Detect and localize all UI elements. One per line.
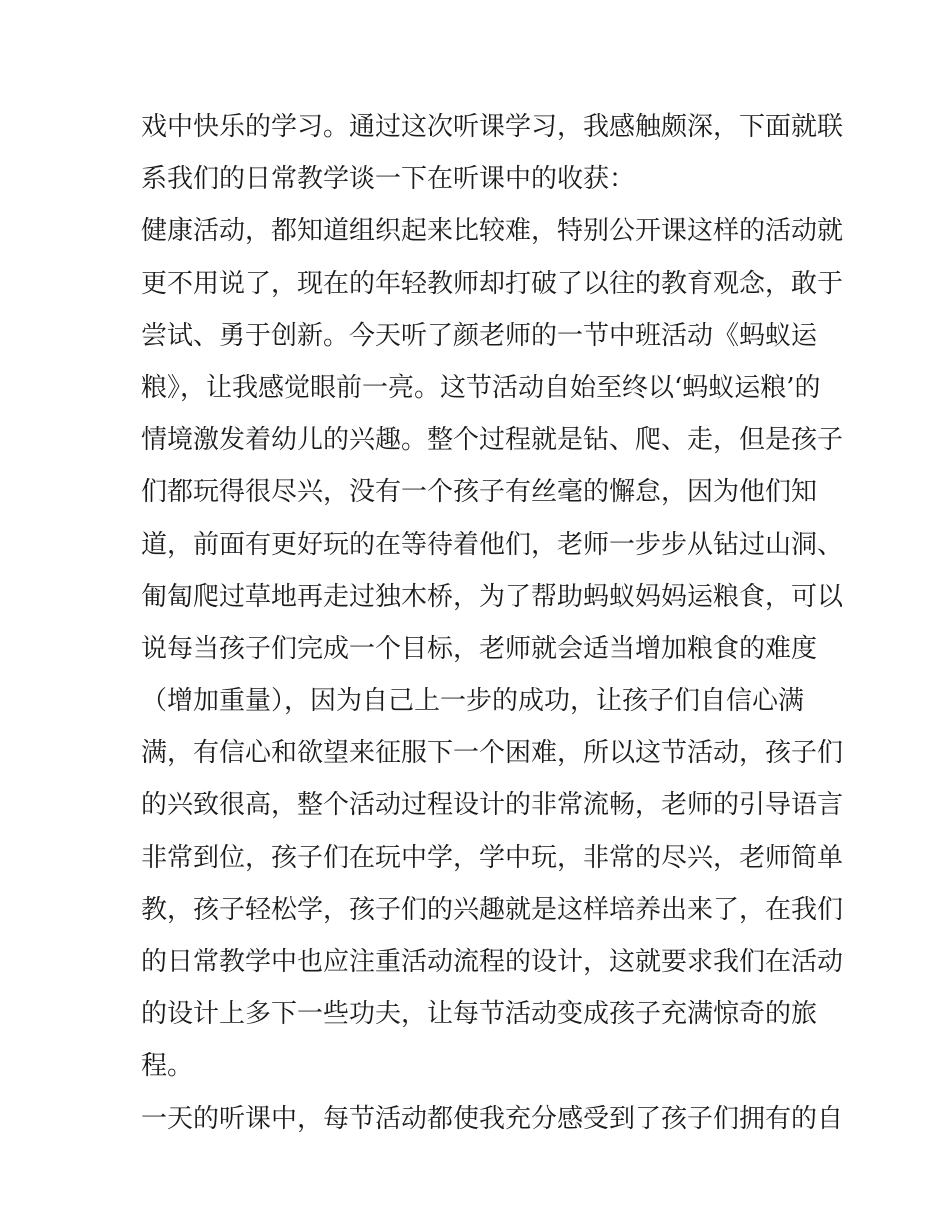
text-line: 说每当孩子们完成一个目标，老师就会适当增加粮食的难度 <box>141 633 818 664</box>
text-line: 们都玩得很尽兴，没有一个孩子有丝毫的懈怠，因为他们知 <box>141 477 818 508</box>
text-line: 尝试、勇于创新。今天听了颜老师的一节中班活动《蚂蚁运 <box>141 320 818 351</box>
text-line: 教，孩子轻松学，孩子们的兴趣就是这样培养出来了，在我们 <box>141 894 844 925</box>
text-line: 程。 <box>141 1051 194 1082</box>
text-line: 匍匐爬过草地再走过独木桥，为了帮助蚂蚁妈妈运粮食，可以 <box>141 581 844 612</box>
body-text <box>141 101 844 1145</box>
text-line: 健康活动，都知道组织起来比较难，特别公开课这样的活动就 <box>141 216 844 247</box>
text-line: 更不用说了，现在的年轻教师却打破了以往的教育观念，敢于 <box>141 268 844 299</box>
text-line: 的设计上多下一些功夫，让每节活动变成孩子充满惊奇的旅 <box>141 999 818 1030</box>
text-line: 一天的听课中，每节活动都使我充分感受到了孩子们拥有的自 <box>141 1103 844 1134</box>
text-line: 道，前面有更好玩的在等待着他们，老师一步步从钻过山洞、 <box>141 529 844 560</box>
text-line: 非常到位，孩子们在玩中学，学中玩，非常的尽兴，老师简单 <box>141 842 844 873</box>
text-line: 情境激发着幼儿的兴趣。整个过程就是钻、爬、走，但是孩子 <box>141 425 844 456</box>
text-line: （增加重量），因为自己上一步的成功，让孩子们自信心满 <box>141 686 805 717</box>
text-line: 的兴致很高，整个活动过程设计的非常流畅，老师的引导语言 <box>141 790 844 821</box>
text-line: 系我们的日常教学谈一下在听课中的收获： <box>141 164 636 195</box>
text-line: 的日常教学中也应注重活动流程的设计，这就要求我们在活动 <box>141 947 844 977</box>
text-line: 戏中快乐的学习。通过这次听课学习，我感触颇深，下面就联 <box>141 112 844 142</box>
text-line: 满，有信心和欲望来征服下一个困难，所以这节活动，孩子们 <box>141 738 844 769</box>
text-line: 粮》，让我感觉眼前一亮。这节活动自始至终以‘蚂蚁运粮’的 <box>141 372 821 403</box>
